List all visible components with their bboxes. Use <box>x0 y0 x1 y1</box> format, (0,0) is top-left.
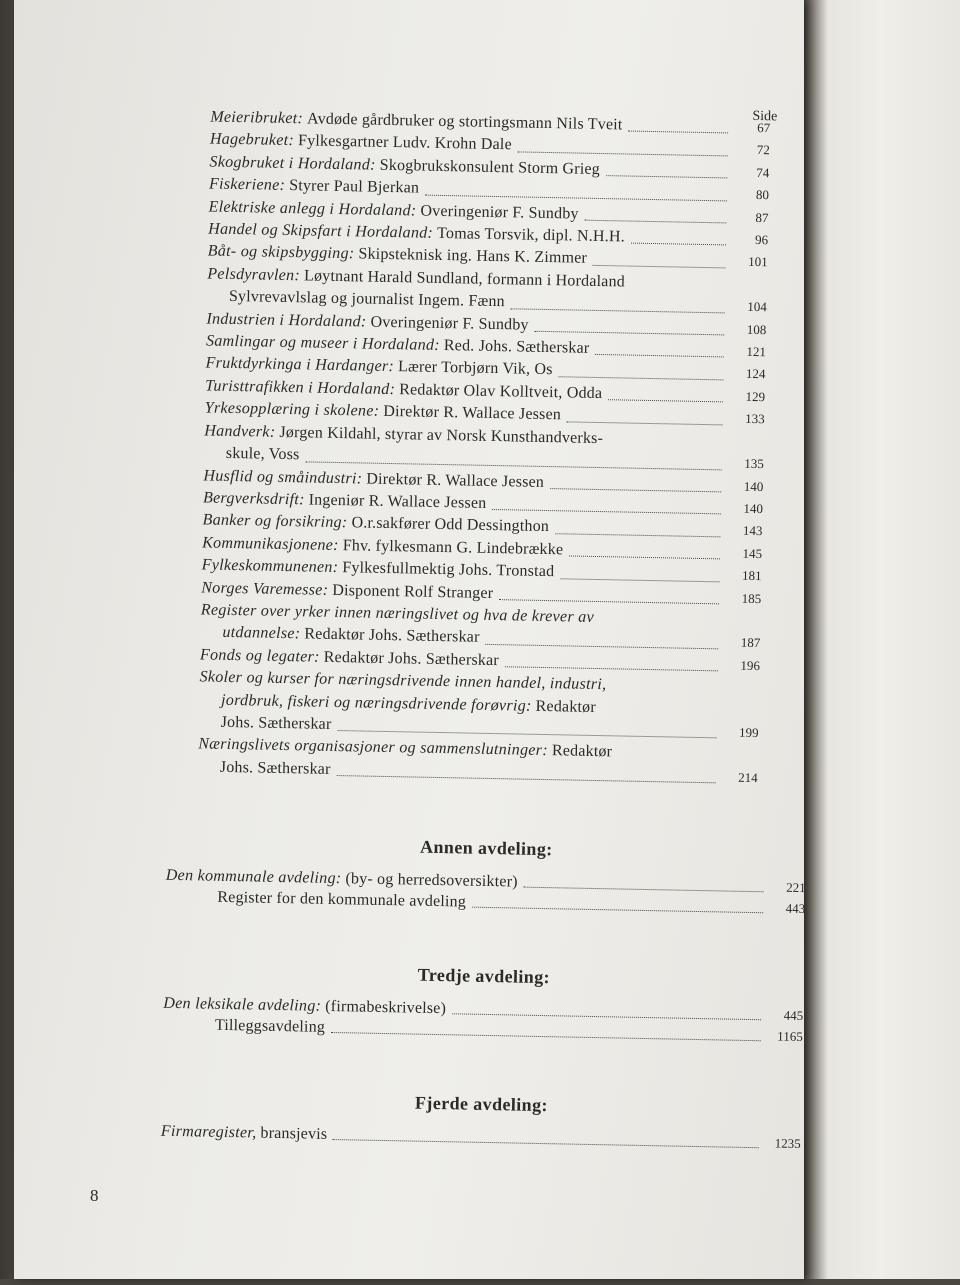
entry-author: Redaktør <box>535 697 597 716</box>
entry-page-number: 67 <box>757 119 771 136</box>
entry-topic: Næringslivets organisasjoner og sammenslutninger: <box>198 735 549 760</box>
entry-page-number: 187 <box>740 635 761 651</box>
entry-author: Tilleggsavdeling <box>214 1016 326 1036</box>
entry-line-text <box>226 443 300 467</box>
entry-topic: Fiskeriene: <box>208 175 286 195</box>
entry-line-text <box>220 712 331 737</box>
section-annen-avdeling <box>165 832 806 919</box>
entry-body <box>198 734 723 789</box>
dot-leader <box>569 556 720 560</box>
entry-topic: Pelsdyravlen: <box>207 265 301 285</box>
entry-topic: utdannelse: <box>222 624 301 643</box>
entry-page-number: 445 <box>783 1007 804 1024</box>
entry-author: Styrer Paul Bjerkan <box>289 177 420 197</box>
page-number: 8 <box>90 1186 99 1205</box>
dot-leader <box>585 220 727 224</box>
dot-leader <box>425 194 727 201</box>
entry-author: Skipsteknisk ing. Hans K. Zimmer <box>358 245 588 268</box>
entry-page-number: 143 <box>742 523 763 539</box>
dot-leader <box>559 376 724 380</box>
entry-page-number: 443 <box>785 900 806 917</box>
entry-author: Redaktør Olav Kolltveit, Odda <box>399 381 603 402</box>
entry-topic: Handel og Skipsfart i Hordaland: <box>208 220 434 242</box>
entry-page-number: 80 <box>755 187 770 203</box>
dot-leader <box>560 578 719 582</box>
facing-page-edge <box>800 0 960 1279</box>
entry-topic: Norges Varemesse: <box>201 578 329 599</box>
dot-leader <box>499 599 719 604</box>
entry-author: Lærer Torbjørn Vik, Os <box>397 358 553 379</box>
entry-author: Redaktør Johs. Sætherskar <box>323 648 500 669</box>
entry-page-number: 101 <box>748 254 768 270</box>
dot-leader <box>567 421 723 425</box>
entry-topic: Fruktdyrkinga i Hardanger: <box>205 354 395 376</box>
entry-body <box>161 1121 765 1154</box>
entry-topic: Båt- og skipsbygging: <box>207 242 355 263</box>
toc-entry <box>161 1121 801 1154</box>
dot-leader <box>452 1013 761 1020</box>
entry-topic: Meieribruket: <box>210 108 304 128</box>
section-heading: Annen avdeling: <box>419 836 553 860</box>
dot-leader <box>593 265 726 269</box>
entry-topic: Bergverksdrift: <box>202 489 305 509</box>
section-tredje-avdeling <box>163 960 804 1047</box>
entry-author: Register for den kommunale avdeling <box>217 888 467 911</box>
entry-topic: Industrien i Hordaland: <box>206 310 367 331</box>
dot-leader <box>555 533 720 537</box>
entry-author: Disponent Rolf Stranger <box>332 581 494 602</box>
dot-leader <box>505 666 718 671</box>
entry-author: Tomas Torsvik, dipl. N.H.H. <box>436 224 626 246</box>
dot-leader <box>550 488 721 492</box>
section-fjerde-avdeling <box>161 1088 802 1154</box>
entry-author: Fylkesgartner Ludv. Krohn Dale <box>297 132 512 154</box>
entry-author: Direktør R. Wallace Jessen <box>383 403 562 424</box>
entry-body <box>198 667 723 744</box>
entry-topic: jordbruk, fiskeri og næringsdrivende forøvrig: <box>220 691 532 715</box>
entry-line-text <box>161 1121 328 1145</box>
entry-topic: Skoler og kurser for næringsdrivende innen handel, industri, <box>199 668 607 694</box>
section-heading: Tredje avdeling: <box>417 964 551 988</box>
dot-leader <box>518 151 728 156</box>
entry-topic: Turisttrafikken i Hordaland: <box>205 377 396 398</box>
entry-author: (by- og herredsoversikter) <box>345 870 518 891</box>
entry-topic: Fonds og legater: <box>199 646 320 666</box>
entry-author: Redaktør Johs. Sætherskar <box>304 625 480 647</box>
table-of-contents <box>198 106 771 789</box>
entry-topic: Handverk: <box>204 422 276 441</box>
entry-page-number: 124 <box>745 366 766 382</box>
entry-page-number: 72 <box>756 142 770 158</box>
entry-author: Fhv. fylkesmann G. Lindebrække <box>342 536 564 559</box>
entry-line-text <box>220 757 331 782</box>
entry-topic: Den kommunale avdeling: <box>165 866 342 888</box>
entry-page-number: 104 <box>747 299 767 315</box>
entry-author: Johs. Sætherskar <box>220 713 332 733</box>
entry-page-number: 74 <box>756 164 770 181</box>
dot-leader <box>333 1139 758 1148</box>
entry-topic: Firmaregister, <box>160 1122 257 1142</box>
entry-author: Sylvrevavlslag og journalist Ingem. Fænn <box>228 288 505 311</box>
entry-topic: Skogbruket i Hordaland: <box>209 153 376 174</box>
entry-page-number: 214 <box>738 769 758 785</box>
entry-page-number: 181 <box>741 567 762 584</box>
entry-topic: Kommunikasjonene: <box>202 534 339 554</box>
entry-author: Redaktør <box>551 742 613 761</box>
entry-page-number: 196 <box>740 657 761 673</box>
entry-topic: Hagebruket: <box>209 130 295 150</box>
dot-leader <box>524 887 764 893</box>
book-page <box>14 0 804 1279</box>
entry-topic: Yrkesopplæring i skolene: <box>204 399 380 421</box>
dot-leader <box>492 509 721 514</box>
entry-page-number: 133 <box>745 411 765 427</box>
dot-leader <box>511 308 725 313</box>
entry-author: skule, Voss <box>225 444 300 464</box>
dot-leader <box>608 399 723 402</box>
page-column-header: Side <box>752 108 778 125</box>
dot-leader <box>535 331 725 336</box>
dot-leader <box>472 907 763 914</box>
dot-leader <box>336 775 715 783</box>
entry-topic: Banker og forsikring: <box>202 511 348 532</box>
entry-author: Direktør R. Wallace Jessen <box>366 470 545 491</box>
entry-author: bransjevis <box>260 1124 328 1143</box>
toc-entry <box>198 734 759 790</box>
entry-line <box>161 1121 765 1154</box>
entry-author: Løytnant Harald Sundland, formann i Hordaland <box>303 267 626 291</box>
entry-author: Overingeniør F. Sundby <box>420 202 579 223</box>
entry-topic: Den leksikale avdeling: <box>163 994 322 1015</box>
dot-leader <box>595 354 724 357</box>
entry-author: Red. Johs. Sætherskar <box>443 337 590 357</box>
entry-page-number: 87 <box>755 209 769 225</box>
entry-page-number: 140 <box>743 478 764 494</box>
dot-leader <box>606 175 727 178</box>
entry-author: Jørgen Kildahl, styrar av Norsk Kunsthandverks- <box>279 423 604 447</box>
entry-page-number: 145 <box>742 545 763 561</box>
dot-leader <box>628 131 728 134</box>
entry-topic: Samlingar og museer i Hordaland: <box>205 332 441 355</box>
toc-entry <box>198 667 759 745</box>
entry-author: Overingeniør F. Sundby <box>370 313 529 334</box>
entry-author: Johs. Sætherskar <box>219 758 331 778</box>
entry-author: Fylkesfullmektig Johs. Tronstad <box>342 559 555 581</box>
entry-line-text <box>215 1015 326 1038</box>
entry-page-number: 108 <box>746 321 767 337</box>
entry-page-number: 140 <box>743 500 764 517</box>
entry-author: (firmabeskrivelse) <box>325 997 447 1018</box>
entry-topic: Fylkeskommunenen: <box>201 556 339 577</box>
dot-leader <box>485 644 718 649</box>
entry-page-number: 129 <box>745 388 766 405</box>
entry-page-number: 199 <box>738 724 759 741</box>
entry-page-number: 121 <box>746 343 767 360</box>
entry-author: O.r.sakfører Odd Dessingthon <box>351 514 550 536</box>
entry-page-number: 221 <box>786 879 806 896</box>
dot-leader <box>331 1032 761 1041</box>
entry-page-number: 96 <box>754 232 769 248</box>
entry-author: Ingeniør R. Wallace Jessen <box>308 491 487 512</box>
entry-page-number: 1235 <box>774 1135 801 1152</box>
entry-page-number: 135 <box>744 455 764 472</box>
entry-author: Avdøde gårdbruker og stortingsmann Nils Tveit <box>306 110 623 134</box>
entry-topic: Register over yrker innen næringslivet og hva de krever av <box>200 601 595 626</box>
dot-leader <box>631 243 726 246</box>
entry-page-number: 1165 <box>777 1028 803 1045</box>
entry-topic: Husflid og småindustri: <box>203 466 363 487</box>
entry-author: Skogbrukskonsulent Storm Grieg <box>379 156 601 178</box>
entry-page-number: 185 <box>741 590 762 606</box>
section-heading: Fjerde avdeling: <box>414 1092 549 1116</box>
entry-topic: Elektriske anlegg i Hordaland: <box>208 198 417 220</box>
entry-line-text <box>217 887 466 913</box>
